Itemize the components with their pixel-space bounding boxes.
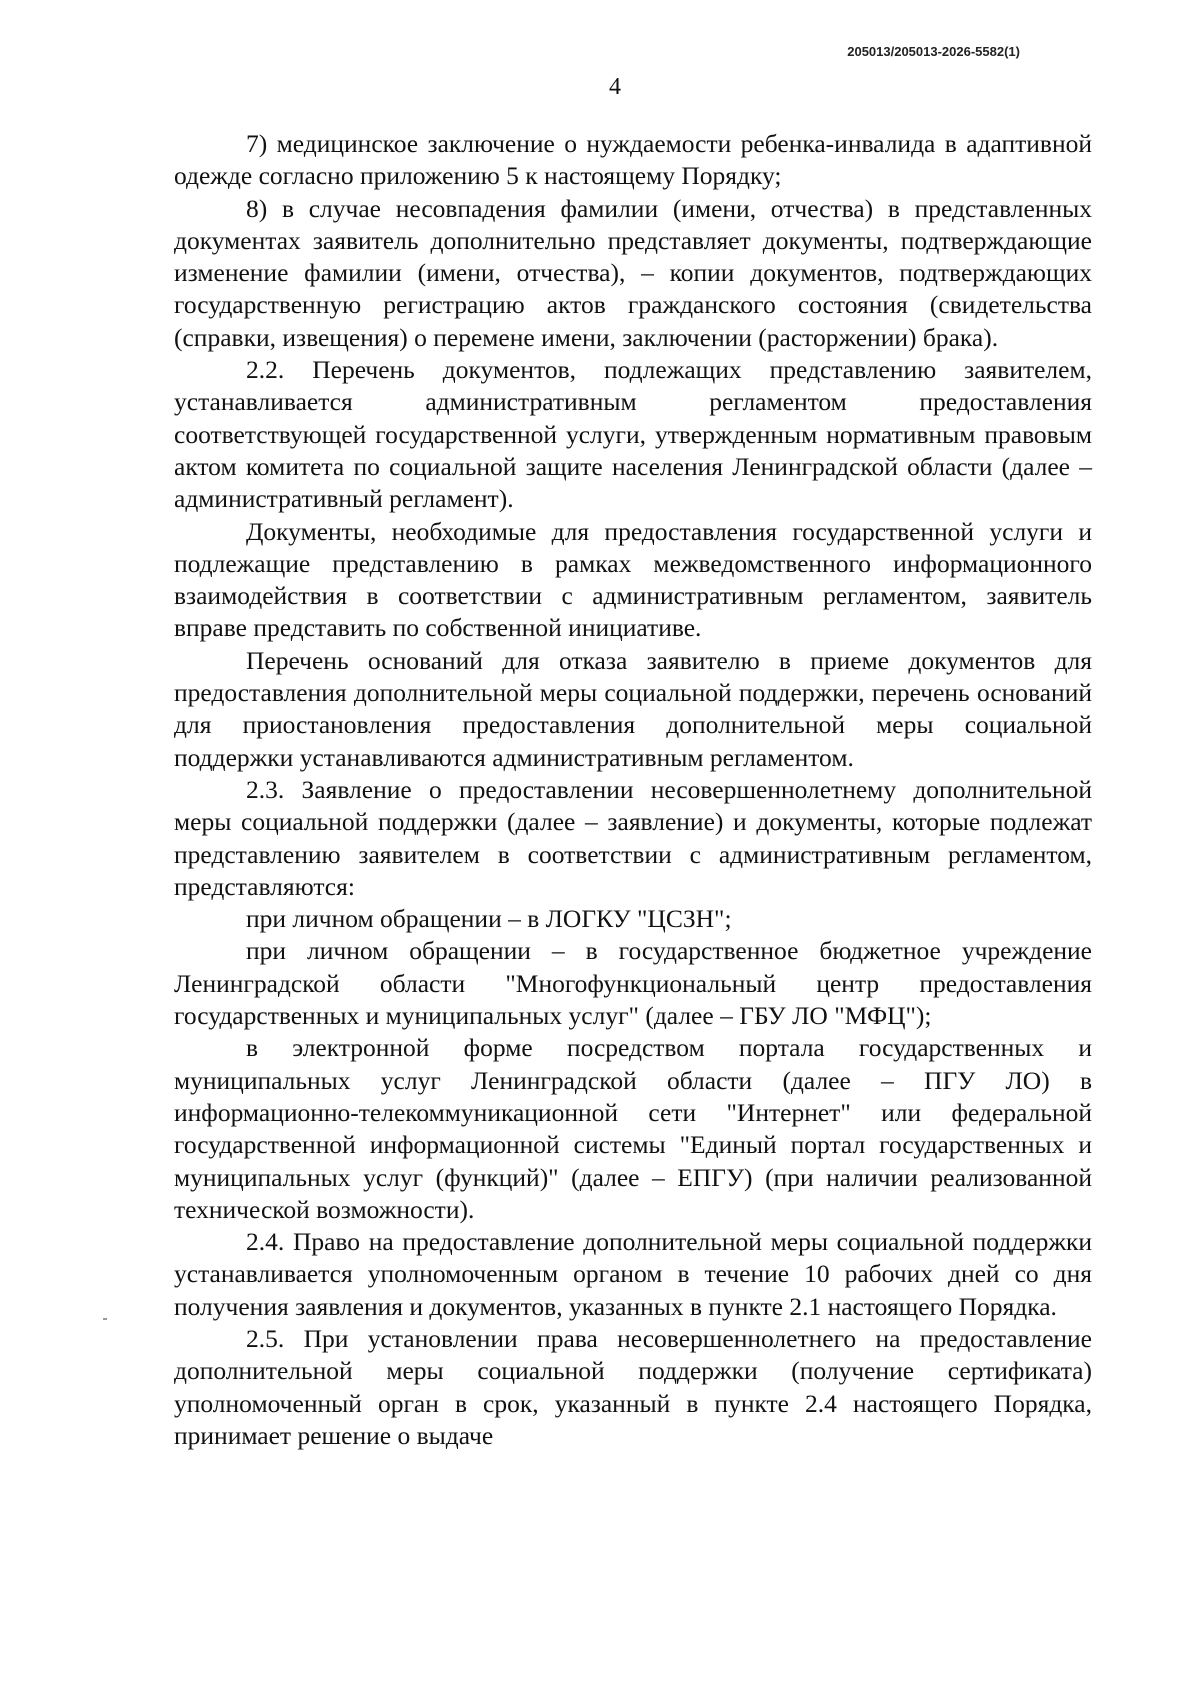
paragraph-refusal-grounds: Перечень оснований для отказа заявителю в приеме документов для предоставления дополнительной меры социальной поддержки, перечень оснований для приостановления предоставления дополнительной меры социальной поддержки устанавливаются административным регламентом. [174,645,1092,772]
paragraph-personal-visit-mfc: при личном обращении – в государственное бюджетное учреждение Ленинградской области "Многофункциональный центр предоставления государственных и муниципальных услуг" (далее – ГБУ ЛО "МФЦ"); [174,936,1092,1031]
paragraph-electronic-form: в электронной форме посредством портала государственных и муниципальных услуг Ленинградской области (далее – ПГУ ЛО) в информационно-телекоммуникационной сети "Интернет" или федеральной государственной информационной системы "Единый портал государственных и муниципальных услуг (функций)" (далее – ЕПГУ) (при наличии реализованной технической возможности). [174,1033,1092,1224]
paragraph-documents: Документы, необходимые для предоставления государственной услуги и подлежащие представлению в рамках межведомственного информационного взаимодействия в соответствии с административным регламентом, заявитель вправе представить по собственной инициативе. [174,516,1092,643]
paragraph-2-5: 2.5. При установлении права несовершеннолетнего на предоставление дополнительной меры социальной поддержки (получение сертификата) уполномоченный орган в срок, указанный в пункте 2.4 настоящего Порядка, принимает решение о выдаче [174,1323,1092,1450]
paragraph-personal-visit-cszn: при личном обращении – в ЛОГКУ "ЦСЗН"; [246,904,732,934]
document-id: 205013/205013-2026-5582(1) [847,44,1020,59]
paragraph-2-3: 2.3. Заявление о предоставлении несовершеннолетнему дополнительной меры социальной поддержки (далее – заявление) и документы, которые подлежат представлению заявителем в соответствии с административным регламентом, представляются: [174,774,1092,901]
margin-mark [103,1318,107,1320]
paragraph-item-7: 7) медицинское заключение о нуждаемости ребенка-инвалида в адаптивной одежде согласно приложению 5 к настоящему Порядку; [174,129,1092,191]
document-body [174,128,1092,1452]
page-number: 4 [609,74,621,100]
paragraph-item-8: 8) в случае несовпадения фамилии (имени, отчества) в представленных документах заявитель дополнительно представляет документы, подтверждающие изменение фамилии (имени, отчества), – копии документов, подтверждающих государственную регистрацию актов гражданского состояния (свидетельства (справки, извещения) о перемене имени, заключении (расторжении) брака). [174,193,1092,352]
paragraph-2-4: 2.4. Право на предоставление дополнительной меры социальной поддержки устанавливается уполномоченным органом в течение 10 рабочих дней со дня получения заявления и документов, указанных в пункте 2.1 настоящего Порядка. [174,1227,1092,1321]
paragraph-2-2: 2.2. Перечень документов, подлежащих представлению заявителем, устанавливается административным регламентом предоставления соответствующей государственной услуги, утвержденным нормативным правовым актом комитета по социальной защите населения Ленинградской области (далее – административный регламент). [174,355,1092,514]
